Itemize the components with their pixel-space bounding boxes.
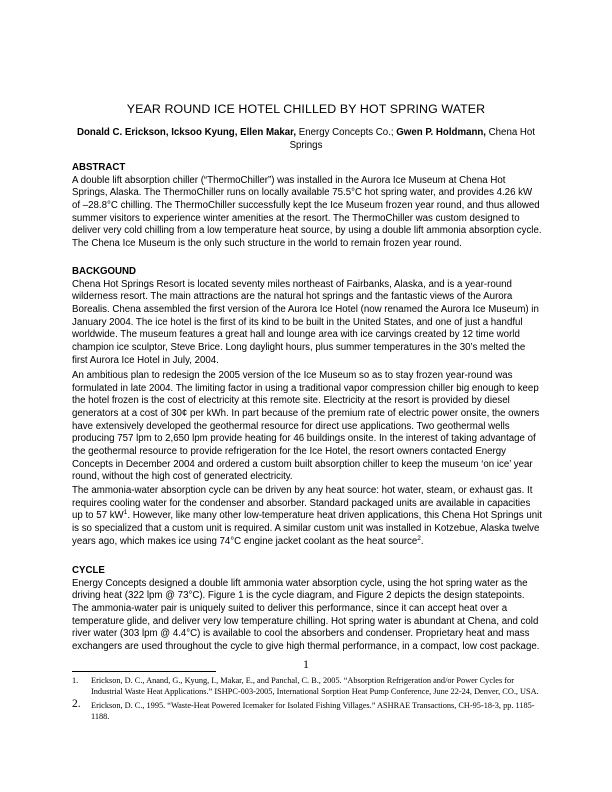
footnote-1-number: 1. [72,676,79,685]
footnote-1 [72,675,540,697]
background-paragraph-2: An ambitious plan to redesign the 2005 version of the Ice Museum so as to stay frozen year-round was formulated in late 2004. The limiting factor in using a traditional vapor compression chiller big enough to keep the hotel frozen is the cost of electricity at this remote site. Electricity at the resort is provided by diesel generators at a cost of 30¢ per kWh. In part because of the premium rate of electric power onsite, the owners have extensively developed the geothermal resource for direct use applications. Two geothermal wells producing 757 lpm to 2,650 lpm provide heating for 46 buildings onsite. In the interest of taking advantage of the geothermal resource to provide refrigeration for the Ice Hotel, the resort owners contacted Energy Concepts in December 2004 and ordered a custom built absorption chiller to keep the museum ‘on ice’ year round, without the high cost of generated electricity. [72,370,540,483]
paragraph-3-part-b: . However, like many other low-temperature heat driven applications, this Chena Hot Springs unit is so specialized that a custom unit is required. A similar custom unit was installed in Kotzebue, Alaska twelve years ago, which makes ice using 74°C engine jacket coolant as the heat source [72,510,542,547]
abstract-heading: ABSTRACT [72,162,126,173]
footnote-2-number: 2. [72,698,81,710]
footnote-2-text: Erickson, D. C., 1995. “Waste-Heat Powered Icemaker for Isolated Fishing Villages.” ASHRAE Transactions, CH-95-18-3, pp. 1185-1188. [91,701,535,721]
background-heading: BACKGOUND [72,266,137,277]
author-affiliation-group2: Chena Hot Springs [289,127,535,151]
paragraph-3-part-c: . [420,535,424,547]
footnote-ref-1: 1 [123,509,128,517]
background-paragraph-2-block [72,370,542,484]
footnotes [72,675,540,725]
abstract-section [72,162,542,251]
author-line [72,127,540,152]
paper-title: YEAR ROUND ICE HOTEL CHILLED BY HOT SPRING WATER [126,102,486,116]
author-affiliation-group1: Energy Concepts Co.; [296,127,397,138]
author-names-group1: Donald C. Erickson, Icksoo Kyung, Ellen Makar, [77,127,297,138]
cycle-text: Energy Concepts designed a double lift ammonia water absorption cycle, using the hot spring water as the driving heat (322 lpm @ 73°C). Figure 1 is the cycle diagram, and Figure 2 depicts the design statepoints. The ammonia-water pair is uniquely suited to deliver this performance, since it can accept heat over a temperature glide, and deliver very low temperature chilling. Hot spring water is abundant at Chena, and cold river water (303 lpm @ 4.4°C) is available to cool the absorbers and condenser. Proprietary heat and mass exchangers are used throughout the cycle to give high thermal performance, in a compact, low cost package. [72,577,540,652]
author-names-group2: Gwen P. Holdmann, [396,127,486,138]
footnote-2 [72,700,540,722]
footnote-divider [72,671,216,672]
page-number: 1 [303,657,309,671]
background-paragraph-1: Chena Hot Springs Resort is located seventy miles northeast of Fairbanks, Alaska, and is a year-round wilderness resort. The main attractions are the natural hot springs and the fantastic views of the Aurora Borealis. Chena assembled the first version of the Aurora Ice Hotel (now renamed the Aurora Ice Museum) in January 2004. The ice hotel is the first of its kind to be built in the United States, and one of just a handful worldwide. The museum features a great hall and lounge area with ice carvings created by 12 time world champion ice sculptor, Steve Brice. Long daylight hours, plus summer temperatures in the 30’s melted the first Aurora Ice Hotel in July, 2004. [72,278,539,366]
abstract-text: A double lift absorption chiller (“ThermoChiller”) was installed in the Aurora Ice Museum at Chena Hot Springs, Alaska. The ThermoChiller runs on locally available 75.5°C hot spring water, and provides 4.26 kW of –28.8°C chilling. The ThermoChiller successfully kept the Ice Museum frozen year round, and thus allowed summer visitors to experience winter amenities at the resort. The ThermoChiller was custom designed to deliver very cold chilling from a low temperature heat source, by using a double lift ammonia absorption cycle. The Chena Ice Museum is the only such structure in the world to remain frozen year round. [72,174,542,249]
cycle-heading: CYCLE [72,565,105,576]
background-section [72,266,542,367]
paragraph-3-part-a: The ammonia-water absorption cycle can be driven by any heat source: hot water, steam, or exhaust gas. It requires cooling water for the condenser and absorber. Standard packaged units are available in capacities up to 57 kW [72,485,533,522]
background-paragraph-3 [72,485,542,548]
footnote-1-text: Erickson, D. C., Anand, G., Kyung, I., Makar, E., and Panchal, C. B., 2005. “Absorption Refrigeration and/or Power Cycles for Industrial Waste Heat Applications.” ISHPC-003-2005, International Sorption Heat Pump Conference, June 22-24, Denver, CO., USA. [91,676,539,696]
cycle-section [72,565,542,654]
footnote-ref-2: 2 [417,534,421,542]
background-paragraph-3-block [72,485,542,548]
